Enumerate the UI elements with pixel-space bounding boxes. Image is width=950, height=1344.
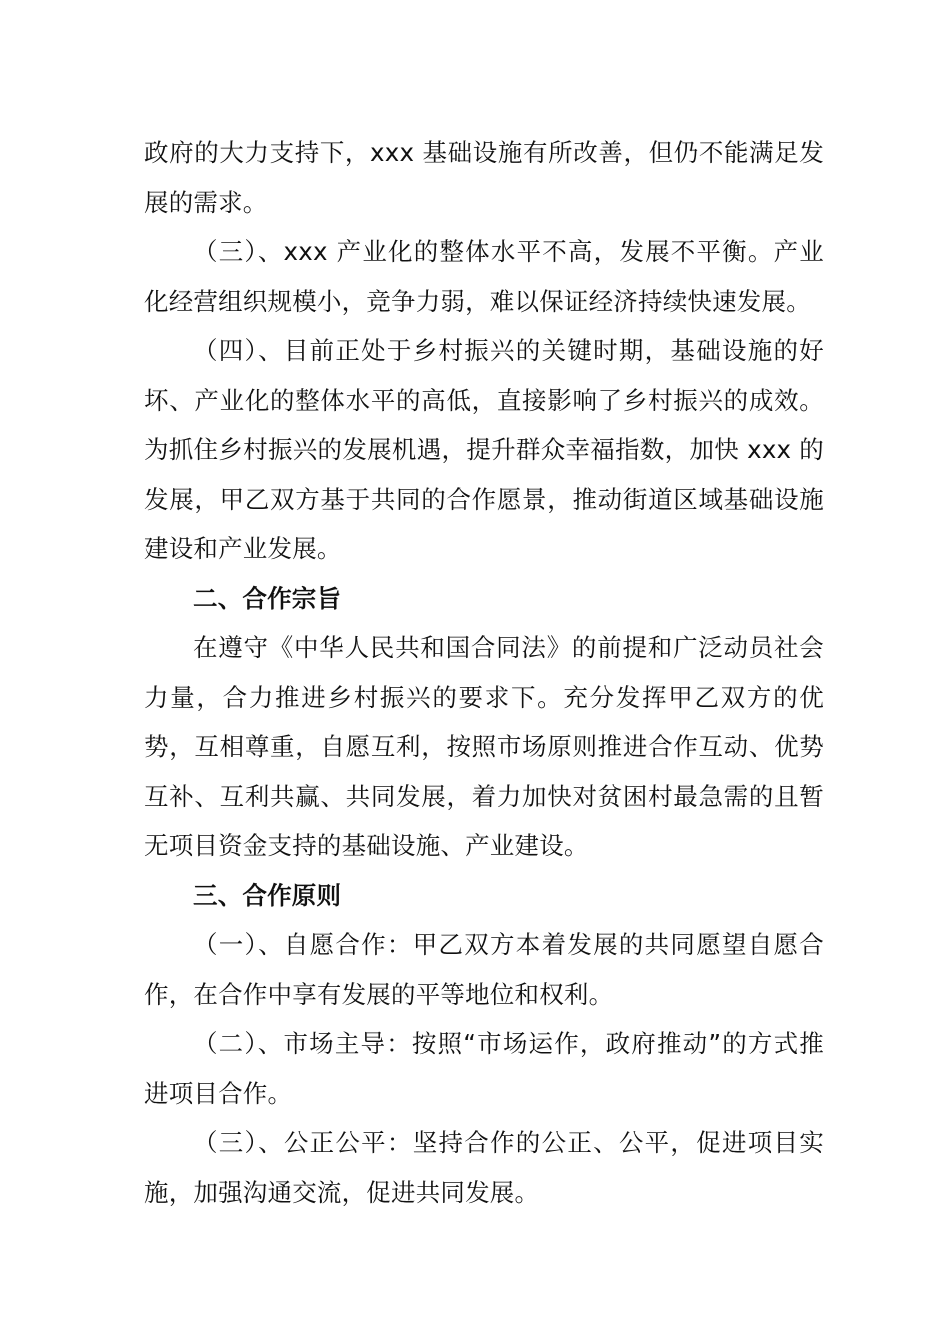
section-heading-cooperation-principles: 三、合作原则: [193, 880, 342, 910]
paragraph-cooperation-purpose: 在遵守《中华人民共和国合同法》的前提和广泛动员社会力量，合力推进乡村振兴的要求下。充分发挥甲乙双方的优势，互相尊重，自愿互利，按照市场原则推进合作互动、优势互补、互利共赢、共同发展，着力加快对贫困村最急需的且暂无项目资金支持的基础设施、产业建设。: [144, 633, 824, 860]
paragraph-principle-fairness: （三）、公正公平：坚持合作的公正、公平，促进项目实施，加强沟通交流，促进共同发展。: [144, 1128, 824, 1207]
paragraph-infrastructure-support: 政府的大力支持下，xxx 基础设施有所改善，但仍不能满足发展的需求。: [144, 138, 824, 217]
paragraph-rural-revitalization: （四）、目前正处于乡村振兴的关键时期，基础设施的好坏、产业化的整体水平的高低，直接影响了乡村振兴的成效。为抓住乡村振兴的发展机遇，提升群众幸福指数，加快 xxx 的发展，甲乙双方基于共同的合作愿景，推动街道区域基础设施建设和产业发展。: [144, 336, 824, 563]
paragraph-industrialization-level: （三）、xxx 产业化的整体水平不高，发展不平衡。产业化经营组织规模小，竞争力弱，难以保证经济持续快速发展。: [144, 237, 824, 316]
document-body: [144, 128, 824, 1217]
paragraph-principle-market: （二）、市场主导：按照“市场运作，政府推动”的方式推进项目合作。: [144, 1029, 824, 1108]
paragraph-principle-voluntary: （一）、自愿合作：甲乙双方本着发展的共同愿望自愿合作，在合作中享有发展的平等地位和权利。: [144, 930, 824, 1009]
section-heading-cooperation-purpose: 二、合作宗旨: [193, 583, 342, 613]
